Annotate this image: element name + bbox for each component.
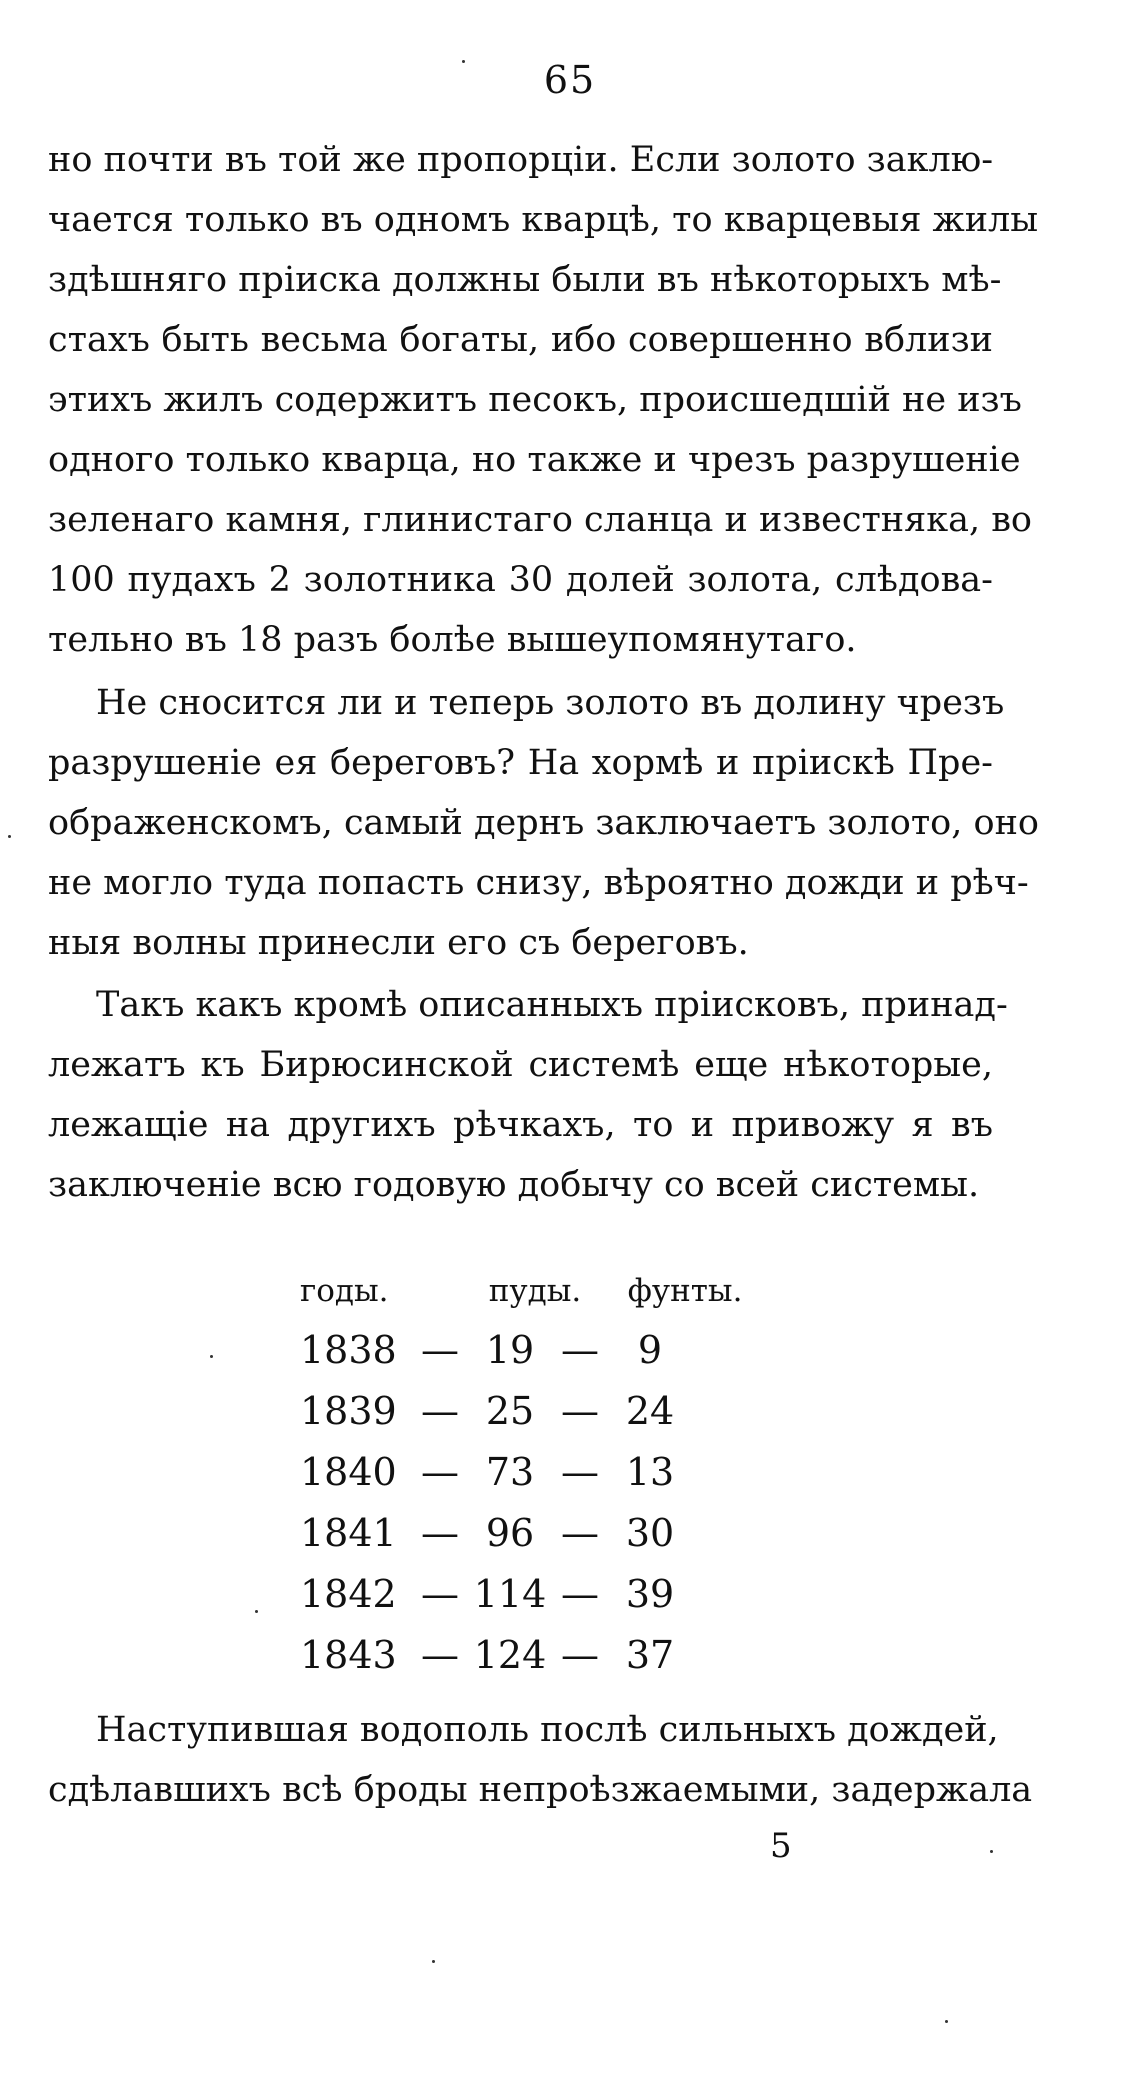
- text-line: ображенскомъ, самый дернъ заключаетъ золото, оно: [48, 803, 1039, 843]
- dash-separator: —: [421, 1572, 459, 1616]
- dash-separator: —: [561, 1511, 599, 1555]
- funts-cell: 9: [637, 1328, 663, 1372]
- header-years: годы.: [300, 1273, 389, 1309]
- text-line: лежатъ къ Бирюсинской системѣ еще нѣкоторые,: [48, 1045, 993, 1085]
- header-funts: фунты.: [627, 1273, 743, 1309]
- puds-cell: 114: [473, 1572, 547, 1616]
- text-line: здѣшняго пріиска должны были въ нѣкоторыхъ мѣ-: [48, 260, 1002, 300]
- print-speck: [8, 835, 11, 838]
- paragraph-erosion: [48, 673, 1039, 973]
- text-line: Наступившая водополь послѣ сильныхъ дождей,: [96, 1710, 999, 1750]
- text-line: разрушеніе ея береговъ? На хормѣ и пріискѣ Пре-: [48, 743, 993, 783]
- funts-cell: 13: [625, 1450, 675, 1494]
- text-line: но почти въ той же пропорціи. Если золото заклю-: [48, 140, 994, 180]
- text-line: Такъ какъ кромѣ описанныхъ пріисковъ, принад-: [96, 985, 1008, 1025]
- text-line: ныя волны принесли его съ береговъ.: [48, 923, 749, 963]
- print-speck: [432, 1960, 435, 1963]
- signature-mark: 5: [770, 1826, 792, 1866]
- dash-separator: —: [561, 1633, 599, 1677]
- text-line: сдѣлавшихъ всѣ броды непроѣзжаемыми, задержала: [48, 1770, 1033, 1810]
- year-cell: 1839: [300, 1389, 397, 1433]
- puds-cell: 25: [485, 1389, 535, 1433]
- header-puds: пуды.: [488, 1273, 582, 1309]
- text-line: этихъ жилъ содержитъ песокъ, происшедшій не изъ: [48, 380, 1022, 420]
- annual-yield-table: [300, 1262, 760, 1686]
- text-line: одного только кварца, но также и чрезъ разрушеніе: [48, 440, 1021, 480]
- text-line: зеленаго камня, глинистаго сланца и известняка, во: [48, 500, 1032, 540]
- print-speck: [462, 60, 465, 63]
- print-speck: [945, 2020, 948, 2023]
- dash-separator: —: [421, 1389, 459, 1433]
- funts-cell: 24: [625, 1389, 675, 1433]
- dash-separator: —: [421, 1328, 459, 1372]
- table-row: [300, 1564, 760, 1625]
- puds-cell: 73: [485, 1450, 535, 1494]
- dash-separator: —: [561, 1389, 599, 1433]
- table-header: [300, 1262, 760, 1320]
- funts-cell: 37: [625, 1633, 675, 1677]
- puds-cell: 96: [485, 1511, 535, 1555]
- puds-cell: 19: [485, 1328, 535, 1372]
- text-line: тельно въ 18 разъ болѣе вышеупомянутаго.: [48, 620, 857, 660]
- text-line: 100 пудахъ 2 золотника 30 долей золота, слѣдова-: [48, 560, 993, 600]
- print-speck: [255, 1610, 258, 1613]
- table-row: [300, 1381, 760, 1442]
- funts-cell: 39: [625, 1572, 675, 1616]
- dash-separator: —: [561, 1328, 599, 1372]
- table-row: [300, 1442, 760, 1503]
- paragraph-system-output: [48, 975, 1008, 1215]
- dash-separator: —: [421, 1633, 459, 1677]
- table-row: [300, 1503, 760, 1564]
- paragraph-flood: [48, 1700, 1033, 1820]
- year-cell: 1840: [300, 1450, 397, 1494]
- text-line: не могло туда попасть снизу, вѣроятно дожди и рѣч-: [48, 863, 1029, 903]
- paragraph-gold-in-quartz: [48, 130, 1039, 670]
- funts-cell: 30: [625, 1511, 675, 1555]
- text-line: стахъ быть весьма богаты, ибо совершенно вблизи: [48, 320, 993, 360]
- text-line: заключеніе всю годовую добычу со всей системы.: [48, 1165, 980, 1205]
- year-cell: 1842: [300, 1572, 397, 1616]
- table-row: [300, 1320, 760, 1381]
- text-line: Не сносится ли и теперь золото въ долину чрезъ: [96, 683, 1005, 723]
- table-row: [300, 1625, 760, 1686]
- page-number: 65: [543, 58, 597, 102]
- year-cell: 1838: [300, 1328, 397, 1372]
- print-speck: [210, 1355, 213, 1358]
- text-line: чается только въ одномъ кварцѣ, то кварцевыя жилы: [48, 200, 1039, 240]
- dash-separator: —: [561, 1572, 599, 1616]
- year-cell: 1843: [300, 1633, 397, 1677]
- dash-separator: —: [421, 1450, 459, 1494]
- puds-cell: 124: [473, 1633, 547, 1677]
- dash-separator: —: [421, 1511, 459, 1555]
- print-speck: [990, 1850, 993, 1853]
- dash-separator: —: [561, 1450, 599, 1494]
- table-body: [300, 1320, 760, 1686]
- text-line: лежащіе на другихъ рѣчкахъ, то и привожу я въ: [48, 1105, 993, 1145]
- year-cell: 1841: [300, 1511, 397, 1555]
